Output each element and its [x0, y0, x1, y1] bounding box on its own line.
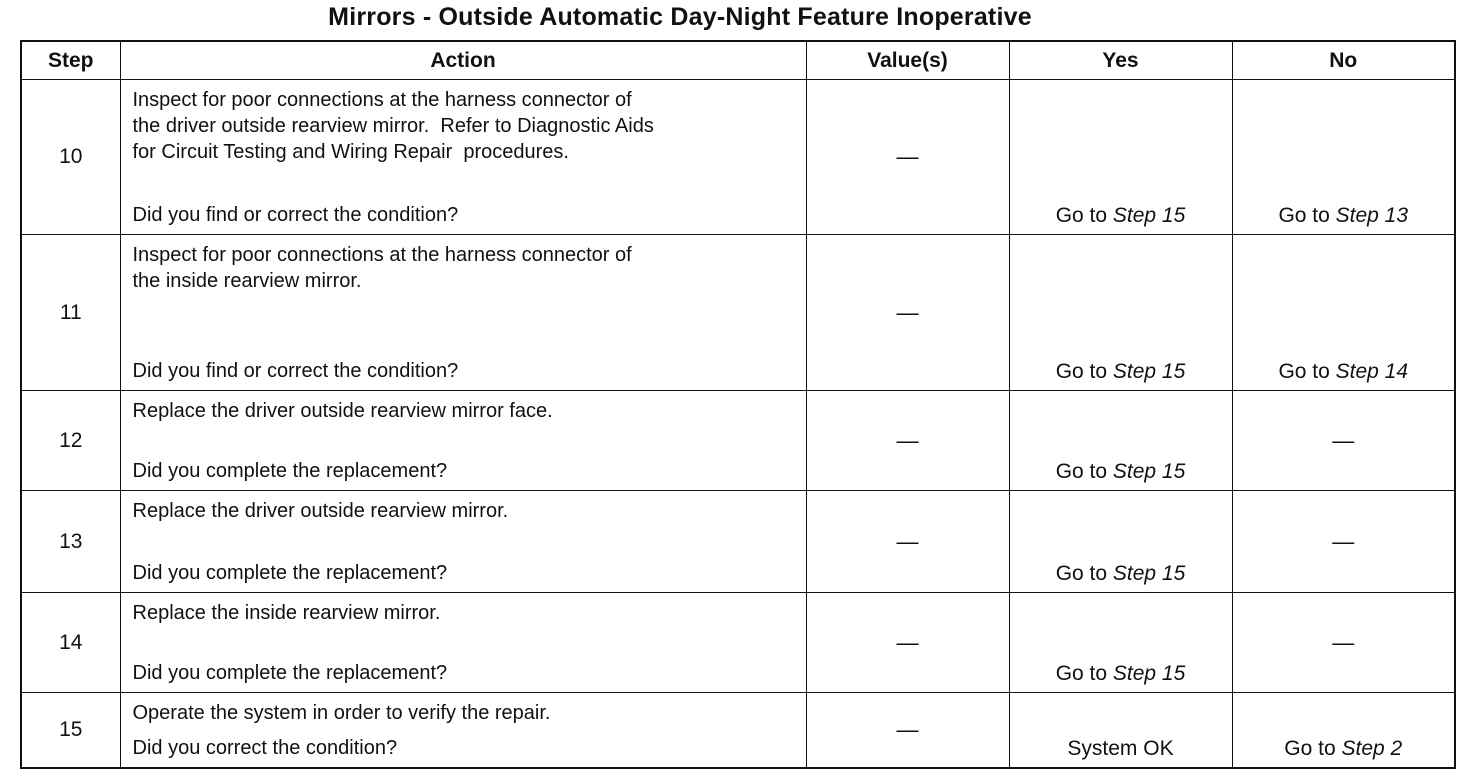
yes-prefix: Go to	[1055, 562, 1113, 585]
action-line: the driver outside rearview mirror. Refer to Diagnostic Aids	[132, 115, 654, 137]
yes-result	[1010, 460, 1232, 484]
action-line: Replace the inside rearview mirror.	[132, 602, 441, 624]
header-values: Value(s)	[806, 41, 1009, 80]
diagnostic-table	[20, 40, 1456, 769]
header-action: Action	[120, 41, 806, 80]
table-row	[21, 693, 1455, 768]
action-question: Did you correct the condition?	[132, 737, 398, 759]
action-question: Did you find or correct the condition?	[132, 204, 459, 226]
action-question: Did you find or correct the condition?	[132, 360, 459, 382]
value-cell: —	[806, 235, 1009, 391]
yes-cell	[1009, 491, 1232, 593]
step-number: 13	[21, 491, 120, 593]
action-line: Operate the system in order to verify the repair.	[132, 702, 551, 724]
action-cell	[120, 693, 806, 768]
no-dash: —	[1332, 427, 1355, 453]
action-text	[133, 700, 798, 726]
yes-prefix: Go to	[1055, 662, 1113, 685]
no-cell	[1232, 80, 1455, 235]
action-question: Did you complete the replacement?	[132, 562, 448, 584]
action-cell	[120, 593, 806, 693]
action-line: Replace the driver outside rearview mirror face.	[132, 400, 553, 422]
header-row	[21, 41, 1455, 80]
action-text	[133, 242, 798, 294]
action-cell	[120, 80, 806, 235]
no-prefix: Go to	[1284, 736, 1342, 760]
yes-prefix: Go to	[1055, 460, 1113, 483]
table-row	[21, 391, 1455, 491]
value-cell: —	[806, 593, 1009, 693]
action-question: Did you complete the replacement?	[132, 662, 448, 684]
yes-prefix: Go to	[1055, 204, 1113, 227]
no-prefix: Go to	[1278, 360, 1336, 383]
yes-step-link: Step 15	[1112, 204, 1186, 227]
yes-cell	[1009, 593, 1232, 693]
no-step-link: Step 13	[1335, 204, 1409, 227]
action-text	[133, 498, 798, 524]
page-title: Mirrors - Outside Automatic Day-Night Feature Inoperative	[328, 3, 1032, 31]
yes-prefix: Go to	[1055, 360, 1113, 383]
header-yes: Yes	[1009, 41, 1232, 80]
value-cell: —	[806, 80, 1009, 235]
no-prefix: Go to	[1278, 204, 1336, 227]
action-text	[133, 600, 798, 626]
action-text	[133, 398, 798, 424]
yes-step-link: Step 15	[1112, 360, 1186, 383]
value-cell: —	[806, 391, 1009, 491]
value-cell: —	[806, 491, 1009, 593]
yes-result	[1010, 204, 1232, 228]
yes-result	[1010, 360, 1232, 384]
table-row	[21, 235, 1455, 391]
action-line: Inspect for poor connections at the harness connector of	[132, 89, 632, 111]
yes-cell	[1009, 693, 1232, 768]
no-cell	[1232, 391, 1455, 491]
header-no: No	[1232, 41, 1455, 80]
no-dash: —	[1332, 528, 1355, 554]
action-cell	[120, 491, 806, 593]
header-step: Step	[21, 41, 120, 80]
no-step-link: Step 14	[1335, 360, 1409, 383]
step-number: 15	[21, 693, 120, 768]
table-row	[21, 80, 1455, 235]
action-cell	[120, 391, 806, 491]
no-cell	[1232, 235, 1455, 391]
yes-step-link: Step 15	[1112, 460, 1186, 483]
yes-step-link: Step 15	[1112, 662, 1186, 685]
no-result	[1233, 360, 1455, 384]
no-result	[1233, 737, 1455, 761]
yes-step-link: Step 15	[1112, 562, 1186, 585]
table-row	[21, 593, 1455, 693]
action-line: Inspect for poor connections at the harness connector of	[132, 244, 632, 266]
no-step-link: Step 2	[1341, 736, 1403, 760]
yes-cell	[1009, 80, 1232, 235]
no-cell	[1232, 593, 1455, 693]
step-number: 14	[21, 593, 120, 693]
no-cell	[1232, 491, 1455, 593]
action-text	[133, 87, 798, 165]
value-cell: —	[806, 693, 1009, 768]
yes-result	[1010, 737, 1232, 761]
action-cell	[120, 235, 806, 391]
step-number: 10	[21, 80, 120, 235]
no-dash: —	[1332, 629, 1355, 655]
action-line: for Circuit Testing and Wiring Repair procedures.	[132, 141, 569, 163]
step-number: 11	[21, 235, 120, 391]
step-number: 12	[21, 391, 120, 491]
action-question: Did you complete the replacement?	[132, 460, 448, 482]
yes-cell	[1009, 235, 1232, 391]
table-row	[21, 491, 1455, 593]
yes-result	[1010, 562, 1232, 586]
yes-prefix: System OK	[1067, 736, 1174, 760]
no-cell	[1232, 693, 1455, 768]
no-result	[1233, 204, 1455, 228]
yes-cell	[1009, 391, 1232, 491]
yes-result	[1010, 662, 1232, 686]
action-line: Replace the driver outside rearview mirror.	[132, 500, 509, 522]
action-line: the inside rearview mirror.	[132, 270, 362, 292]
